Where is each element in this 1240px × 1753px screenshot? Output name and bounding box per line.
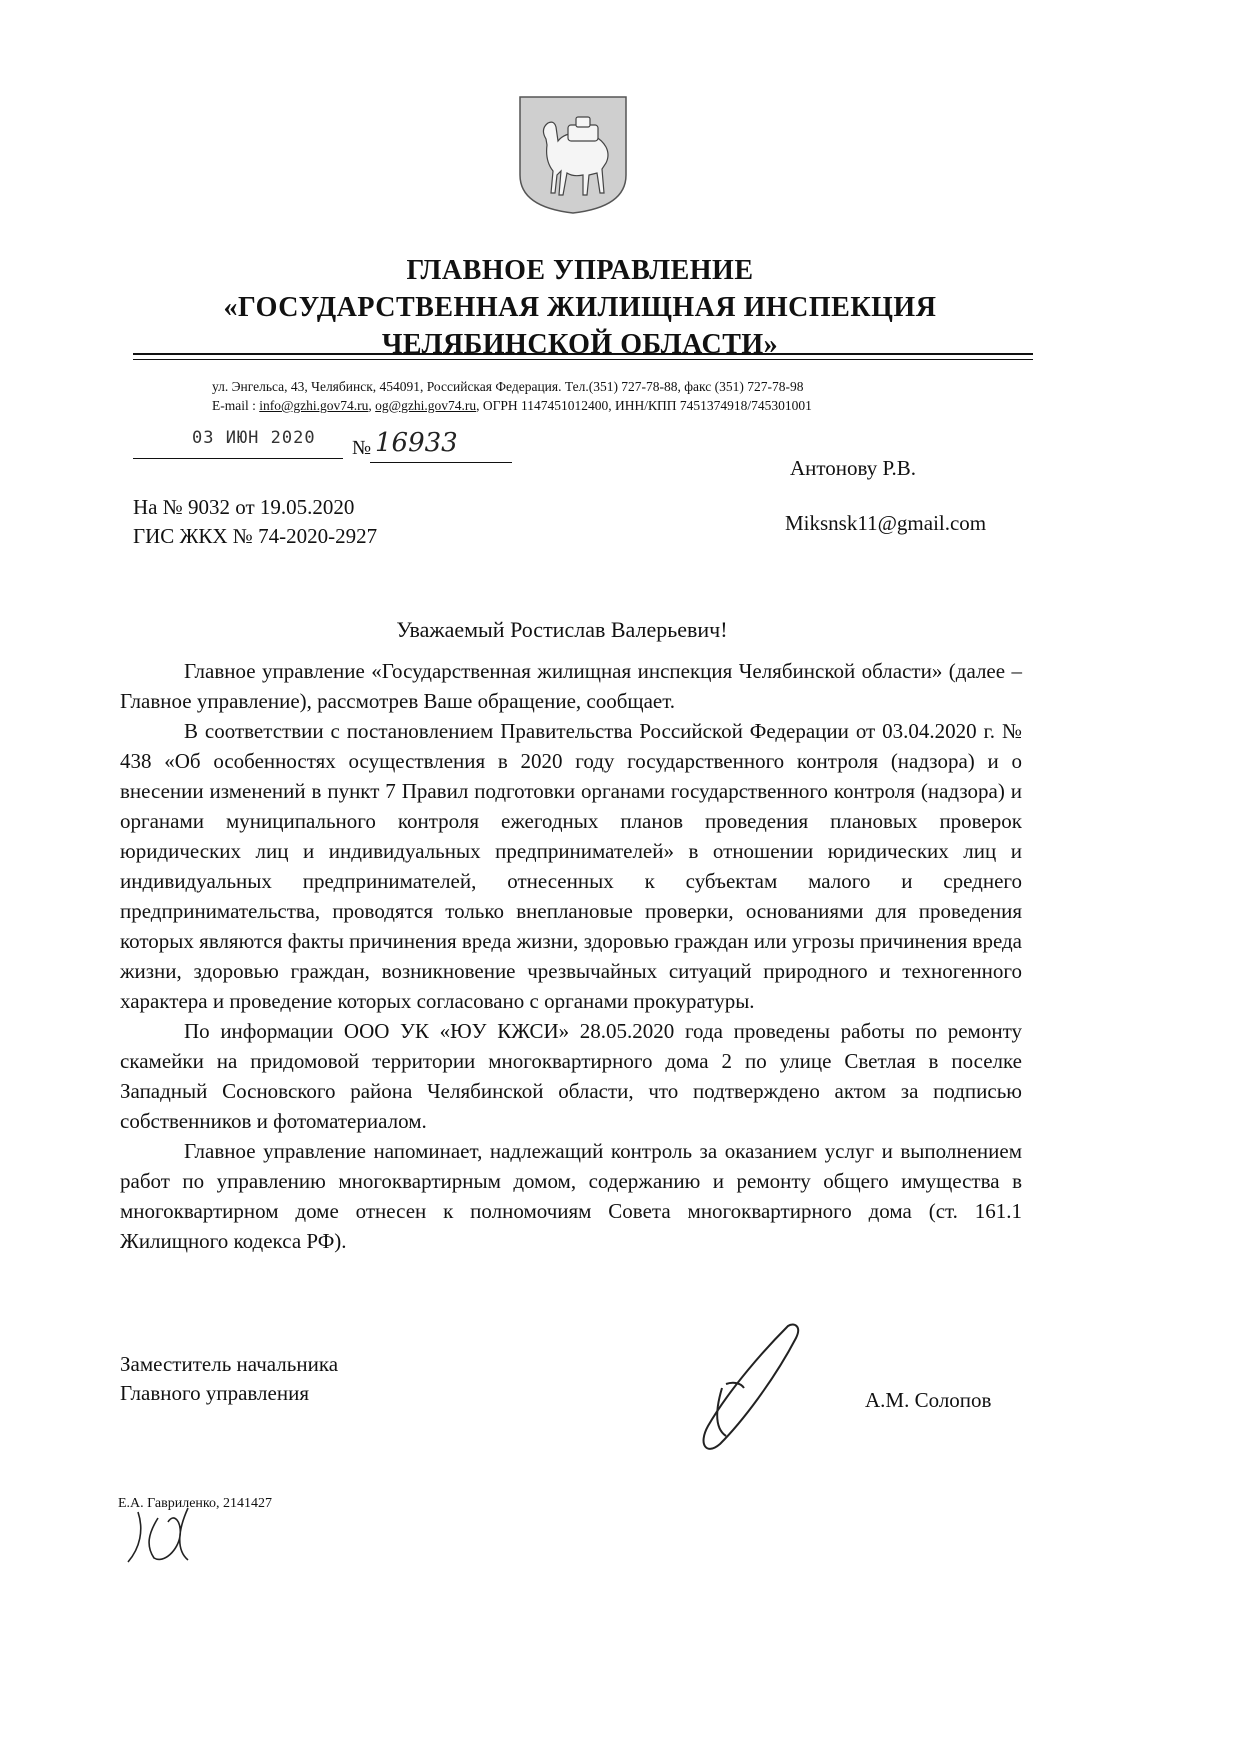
coat-of-arms-emblem xyxy=(518,95,628,215)
org-name-line-1: ГЛАВНОЕ УПРАВЛЕНИЕ xyxy=(406,255,754,286)
signatory-name: А.М. Солопов xyxy=(865,1388,992,1412)
reference-line-1: На № 9032 от 19.05.2020 xyxy=(133,495,355,519)
paragraph: По информации ООО УК «ЮУ КЖСИ» 28.05.2020 года проведены работы по ремонту скамейки на придомовой территории многоквартирного дома 2 по улице Светлая в поселке Западный Сосновского района Челябинской области, что подтверждено актом за подписью собственников и фотоматериалом. xyxy=(120,1019,1022,1133)
position-line-2: Главного управления xyxy=(120,1381,309,1405)
signatory-position xyxy=(120,1350,338,1408)
org-name-line-2: «ГОСУДАРСТВЕННАЯ ЖИЛИЩНАЯ ИНСПЕКЦИЯ xyxy=(223,292,937,323)
handwritten-initials xyxy=(118,1500,228,1570)
email-link-og[interactable]: og@gzhi.gov74.ru xyxy=(375,398,477,413)
date-stamp: 03 ИЮН 2020 xyxy=(192,428,316,448)
org-address: ул. Энгельса, 43, Челябинск, 454091, Российская Федерация. Тел.(351) 727-78-88, факс (351) 727-78-98 xyxy=(212,379,804,394)
handwritten-signature xyxy=(670,1318,820,1468)
date-underline xyxy=(133,458,343,459)
number-underline xyxy=(370,462,512,463)
org-registration-codes: , ОГРН 1147451012400, ИНН/КПП 7451374918/745301001 xyxy=(476,398,812,413)
reference-line-2: ГИС ЖКХ № 74-2020-2927 xyxy=(133,524,378,548)
paragraph: Главное управление «Государственная жилищная инспекция Челябинской области» (далее – Главное управление), рассмотрев Ваше обращение, сообщает. xyxy=(120,659,1022,713)
executor-info: Е.А. Гавриленко, 2141427 xyxy=(118,1496,273,1511)
email-link-info[interactable]: info@gzhi.gov74.ru xyxy=(259,398,369,413)
paragraph: В соответствии с постановлением Правительства Российской Федерации от 03.04.2020 г. № 438 «Об особенностях осуществления в 2020 году государственного контроля (надзора) и о внесении изменений в пункт 7 Правил подготовки органами государственного контроля (надзора) и органами муниципального контроля ежегодных планов проведения плановых проверок юридических лиц и индивидуальных предпринимателей» в отношении юридических лиц и индивидуальных предпринимателей, отнесенных к субъектам малого и среднего предпринимательства, проводятся только внеплановые проверки, основаниями для проведения которых являются факты причинения вреда жизни, здоровью граждан или угрозы причинения вреда жизни, здоровью граждан, возникновение чрезвычайных ситуаций природного и техногенного характера и проведение которых согласовано с органами прокуратуры. xyxy=(120,719,1022,1013)
org-contacts: E-mail : info@gzhi.gov74.ru, og@gzhi.gov74.ru, ОГРН 1147451012400, ИНН/КПП 7451374918/745301001 xyxy=(212,398,812,413)
position-line-1: Заместитель начальника xyxy=(120,1352,339,1376)
header-rule-thick xyxy=(133,353,1033,355)
header-rule-thin xyxy=(133,359,1033,360)
recipient-name: Антонову Р.В. xyxy=(790,456,917,480)
recipient-email: Miksnsk11@gmail.com xyxy=(785,511,987,535)
org-name-line-3: ЧЕЛЯБИНСКОЙ ОБЛАСТИ» xyxy=(381,329,779,360)
letter-body xyxy=(120,656,1022,1256)
email-label: E-mail : xyxy=(212,398,260,413)
greeting: Уважаемый Ростислав Валерьевич! xyxy=(396,617,728,642)
number-label: № xyxy=(352,437,372,459)
outgoing-number: 16933 xyxy=(375,428,458,458)
paragraph: Главное управление напоминает, надлежащий контроль за оказанием услуг и выполнением работ по управлению многоквартирным домом, содержанию и ремонту общего имущества в многоквартирном доме отнесен к полномочиям Совета многоквартирного дома (ст. 161.1 Жилищного кодекса РФ). xyxy=(120,1139,1022,1253)
